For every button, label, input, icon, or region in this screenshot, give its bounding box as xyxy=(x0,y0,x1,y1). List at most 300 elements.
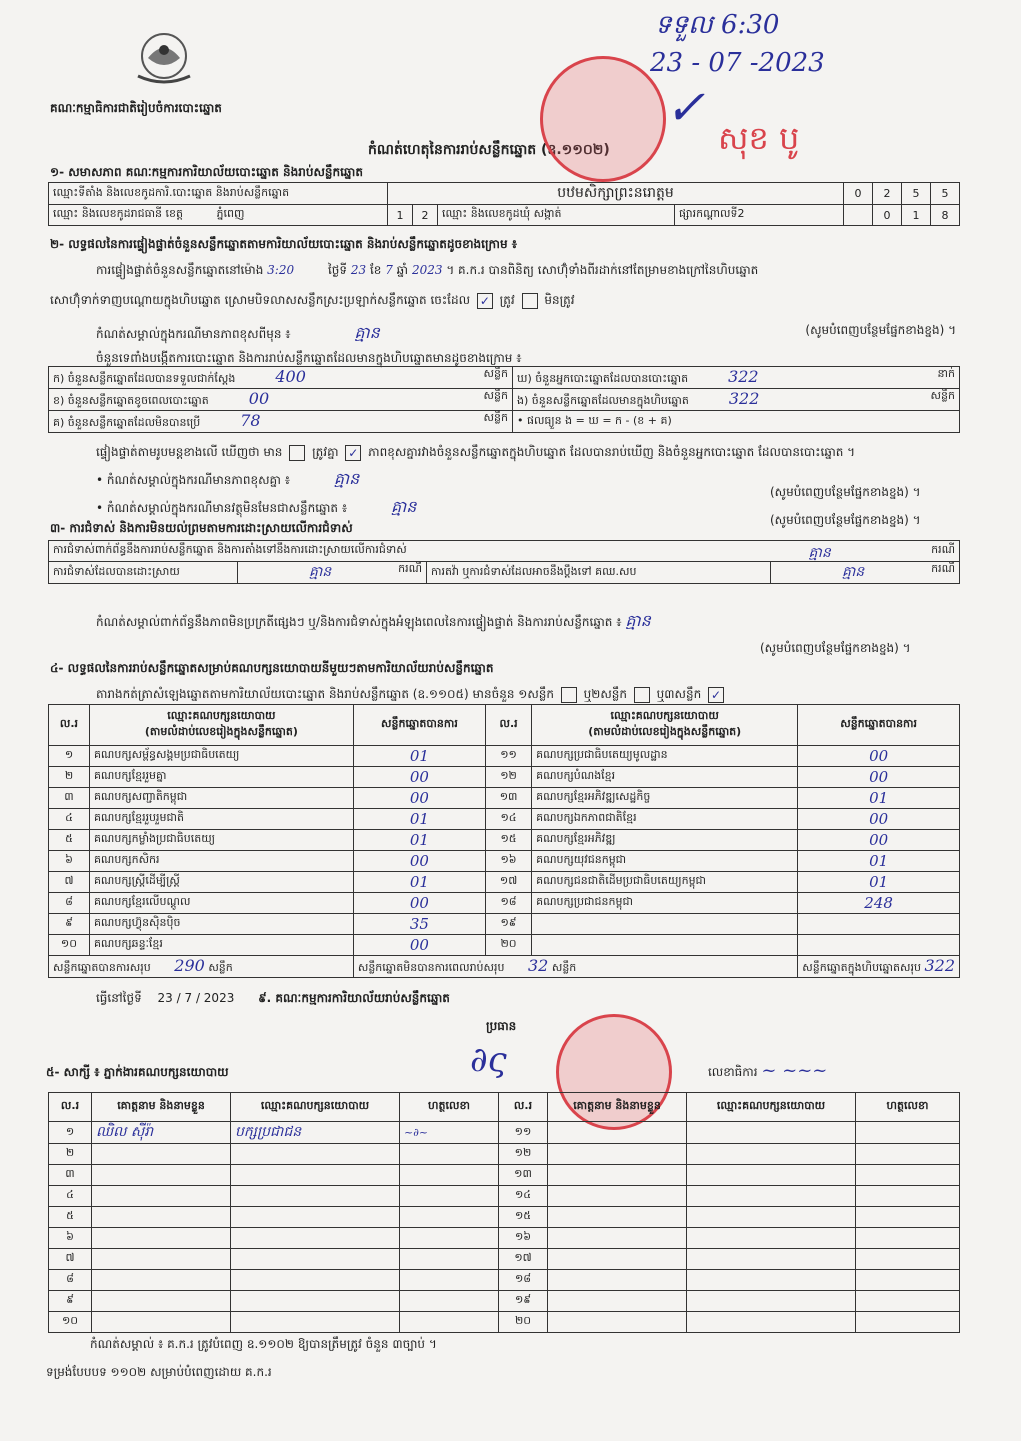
witness-party-right xyxy=(687,1165,856,1186)
row2-digit-a: 0 xyxy=(873,205,902,226)
obj-row1-text: ការជំទាស់ពាក់ព័ន្ធនឹងការរាប់សន្លឹកឆ្នោត និងការតាំងទៅនឹងការដោះស្រាយលើការជំទាស់ xyxy=(53,543,407,556)
count-e-label: ង) ចំនួនសន្លឹកឆ្នោតដែលមានក្នុងហិបឆ្នោត xyxy=(516,394,689,407)
witness-no-left: ២ xyxy=(49,1144,92,1165)
count-a-value: 400 xyxy=(275,367,306,386)
org-name: គណៈកម្មាធិការជាតិរៀបចំការបោះឆ្នោត xyxy=(50,101,222,115)
vote-party-left: គណបក្សសម្ព័ន្ធសង្គមប្រជាធិបតេយ្យ xyxy=(89,746,353,767)
witness-party-right xyxy=(687,1312,856,1333)
vote-count-left: 01 xyxy=(353,872,485,893)
witness-name-left xyxy=(92,1186,231,1207)
section5-title: ៥- សាក្សី ៖ ភ្នាក់ងារគណបក្សនយោបាយ xyxy=(46,1065,229,1079)
vote-row xyxy=(49,767,960,788)
witness-no-left: ៤ xyxy=(49,1186,92,1207)
witness-party-left xyxy=(231,1249,400,1270)
witness-sign-right xyxy=(856,1228,960,1249)
vote-party-right: គណបក្សយុវជនកម្ពុជា xyxy=(532,851,798,872)
vote-count-right xyxy=(798,935,960,956)
votes-body xyxy=(49,746,960,956)
witness-sign-left xyxy=(400,1270,499,1291)
vote-count-left: 00 xyxy=(353,851,485,872)
row1-label: ឈ្មោះទីតាំង និងលេខកូដការិ.បោះឆ្នោត និងរាប់សន្លឹកឆ្នោត xyxy=(49,183,388,205)
count-a xyxy=(49,367,513,389)
witness-party-right xyxy=(687,1207,856,1228)
section2-title: ២- លទ្ធផលនៃការផ្ទៀងផ្ទាត់ចំនួនសន្លឹកឆ្នោតតាមការិយាល័យបោះឆ្នោត និងរាប់សន្លឹកឆ្នោតដូចខាងក្រោម ៖ xyxy=(50,237,518,251)
count-c-value: 78 xyxy=(240,411,261,430)
chair-signature: ∂ς xyxy=(470,1040,507,1080)
witness-no-left: ៨ xyxy=(49,1270,92,1291)
sheet3-checkbox[interactable]: ✓ xyxy=(708,687,724,703)
w-col-party-right: ឈ្មោះគណបក្សនយោបាយ xyxy=(687,1093,856,1122)
vote-no-right: ១៦ xyxy=(485,851,531,872)
vote-count-left: 01 xyxy=(353,746,485,767)
total-valid-label: សន្លឹកឆ្នោតបានការសរុប xyxy=(53,961,151,974)
witness-no-right: ១៩ xyxy=(499,1291,548,1312)
witness-row xyxy=(49,1312,960,1333)
witness-sign-left xyxy=(400,1312,499,1333)
vote-count-right: 01 xyxy=(798,872,960,893)
witness-sign-right xyxy=(856,1122,960,1144)
opt-wrong: មិនត្រូវ xyxy=(544,293,575,307)
received-note-1: ទទួល 6:30 xyxy=(655,10,780,40)
form-title: កំណត់ហេតុនៃការរាប់សន្លឹកឆ្នោត (ឧ.១១០២) xyxy=(368,142,610,158)
red-stamp-top xyxy=(540,56,666,182)
bullet2-fill-hint: (សូមបំពេញបន្ថែមផ្នែកខាងខ្នង) ។ xyxy=(770,513,921,527)
col-party-right-sub: (តាមលំដាប់លេខរៀងក្នុងសន្លឹកឆ្នោត) xyxy=(588,725,742,738)
obj-row1 xyxy=(49,541,960,562)
witness-sign-left xyxy=(400,1249,499,1270)
witness-name-right xyxy=(548,1312,687,1333)
date-month: 7 xyxy=(184,991,193,1005)
vote-row xyxy=(49,809,960,830)
vote-no-right: ១៣ xyxy=(485,788,531,809)
count-a-unit: សន្លឹក xyxy=(483,367,508,380)
vote-party-right: គណបក្សខ្មែរអភិវឌ្ឍសេដ្ឋកិច្ច xyxy=(532,788,798,809)
vote-party-left: គណបក្សខ្មែរលើបណ្ដូល xyxy=(89,893,353,914)
vote-party-left: គណបក្សកម្លាំងប្រជាធិបតេយ្យ xyxy=(89,830,353,851)
row1-value-text: បឋមសិក្សាព្រះនរោត្តម xyxy=(557,185,674,201)
row2-commune: ផ្សារកណ្ដាលទី2 xyxy=(675,205,844,226)
count-e xyxy=(512,389,959,411)
witness-name-right xyxy=(548,1165,687,1186)
total-invalid-unit: សន្លឹក xyxy=(551,961,577,974)
vote-party-left: គណបក្សហ៊្វុនស៊ិនប៉ិច xyxy=(89,914,353,935)
witness-name-right xyxy=(548,1270,687,1291)
vote-party-right: គណបក្សប្រជាជនកម្ពុជា xyxy=(532,893,798,914)
witness-party-right xyxy=(687,1249,856,1270)
count-e-unit: សន្លឹក xyxy=(930,389,955,402)
witness-name-left xyxy=(92,1291,231,1312)
witness-party-right xyxy=(687,1270,856,1291)
witness-name-left xyxy=(92,1270,231,1291)
check-text: ផ្ទៀងផ្ទាត់តាមរូបមន្តខាងលើ ឃើញថា មាន xyxy=(96,445,283,459)
witness-name-right xyxy=(548,1291,687,1312)
witness-name-right xyxy=(548,1144,687,1165)
witness-no-left: ៥ xyxy=(49,1207,92,1228)
row2-label xyxy=(49,205,388,226)
day-label: ថ្ងៃទី xyxy=(327,263,347,277)
row1-value xyxy=(388,183,844,205)
witness-party-left xyxy=(231,1228,400,1249)
diff-checkbox[interactable]: ✓ xyxy=(345,445,361,461)
total-invalid-label: សន្លឹកឆ្នោតមិនបានការពេលរាប់សរុប xyxy=(357,961,505,974)
obj-row2-case: ករណី xyxy=(398,562,422,575)
vote-no-left: ៨ xyxy=(49,893,90,914)
witness-name-left: ឈិល ស៊ីរ៉ា xyxy=(92,1122,231,1144)
received-note-2: 23 - 07 -2023 xyxy=(650,48,825,78)
col-votes-right: សន្លឹកឆ្នោតបានការ xyxy=(798,705,960,746)
check-opt2: ភាពខុសគ្នារវាងចំនួនសន្លឹកឆ្នោតក្នុងហិបឆ្នោត ដែលបានរាប់ឃើញ និងចំនួនអ្នកបោះឆ្នោត ដែលបានបោះឆ្នោត ។ xyxy=(368,445,856,459)
vote-no-right: ១២ xyxy=(485,767,531,788)
vote-no-right: ១១ xyxy=(485,746,531,767)
witness-no-right: ១១ xyxy=(499,1122,548,1144)
witness-sign-left xyxy=(400,1186,499,1207)
vote-no-right: ២០ xyxy=(485,935,531,956)
obj-row1-value: គ្មាន xyxy=(808,545,831,561)
w-col-no-right: ល.រ xyxy=(499,1093,548,1122)
check-opt1: ត្រូវគ្នា xyxy=(312,445,339,459)
vote-row xyxy=(49,830,960,851)
witness-sign-left xyxy=(400,1228,499,1249)
row2-code-a: 1 xyxy=(388,205,413,226)
w-col-party-left: ឈ្មោះគណបក្សនយោបាយ xyxy=(231,1093,400,1122)
row1-digit-d: 5 xyxy=(931,183,960,205)
vote-row xyxy=(49,788,960,809)
date-line: ធ្វើនៅថ្ងៃទី 23 / 7 / 2023 ៩. គណៈកម្មការការិយាល័យរាប់សន្លឹកឆ្នោត xyxy=(96,991,450,1005)
verify-day: 23 xyxy=(350,263,367,277)
vote-count-left: 35 xyxy=(353,914,485,935)
bullet1-fill-hint: (សូមបំពេញបន្ថែមផ្នែកខាងខ្នង) ។ xyxy=(770,485,921,499)
vote-row xyxy=(49,935,960,956)
col-party-right-title: ឈ្មោះគណបក្សនយោបាយ xyxy=(610,709,719,722)
vote-row xyxy=(49,746,960,767)
verify-text-2: ។ គ.ក.រ បានពិនិត្យ សោហ៊ុំទាំងពីរដាក់នៅតែម្រាមខាងក្រៅនៃហិបឆ្នោត xyxy=(446,263,759,277)
witness-party-left xyxy=(231,1165,400,1186)
witness-no-right: ១៨ xyxy=(499,1270,548,1291)
vote-party-right: គណបក្សជនជាតិដើមប្រជាធិបតេយ្យកម្ពុជា xyxy=(532,872,798,893)
obj-row2-label: ការជំទាស់ដែលបានដោះស្រាយ xyxy=(49,562,238,584)
witness-party-right xyxy=(687,1228,856,1249)
opt-correct: ត្រូវ xyxy=(499,293,515,307)
formula: • ផលធ្យួន ង = ឃ = ក - (ខ + គ) xyxy=(512,411,959,433)
vote-party-right xyxy=(532,914,798,935)
check-mark-sign: ✓ xyxy=(665,80,706,136)
vote-party-left: គណបក្សស្ត្រីដើម្បីស្ត្រី xyxy=(89,872,353,893)
vote-count-left: 01 xyxy=(353,830,485,851)
witness-no-right: ១២ xyxy=(499,1144,548,1165)
row2-label-text: ឈ្មោះ និងលេខកូដរាជធានី ខេត្ត xyxy=(53,207,183,220)
date-year: 2023 xyxy=(203,991,235,1005)
witness-no-left: ៣ xyxy=(49,1165,92,1186)
total-valid-unit: សន្លឹក xyxy=(208,961,233,974)
col-no-left: ល.រ xyxy=(49,705,90,746)
count-b-value: 00 xyxy=(248,389,270,408)
obj-row2-value: គ្មាន xyxy=(308,564,332,580)
secretary-label: លេខាធិការ xyxy=(708,1065,758,1079)
obj-fill-hint: (សូមបំពេញបន្ថែមផ្នែកខាងខ្នង) ។ xyxy=(760,641,911,655)
vote-party-right: គណបក្សឯកភាពជាតិខ្មែរ xyxy=(532,809,798,830)
witness-party-right xyxy=(687,1291,856,1312)
witness-row xyxy=(49,1144,960,1165)
vote-count-right: 00 xyxy=(798,767,960,788)
witness-no-left: ១ xyxy=(49,1122,92,1144)
witness-row xyxy=(49,1249,960,1270)
obj-row2-b-case: ករណី xyxy=(931,562,955,575)
vote-no-left: ៩ xyxy=(49,914,90,935)
row1-digit-c: 5 xyxy=(902,183,931,205)
counts-table xyxy=(48,366,960,433)
footer-note: កំណត់សម្គាល់ ៖ គ.ក.រ ត្រូវបំពេញ ឧ.១១០២ ឱ្យបានត្រឹមត្រូវ ចំនួន ៣ច្បាប់ ។ xyxy=(90,1337,437,1351)
total-box-label: សន្លឹកឆ្នោតក្នុងហិបឆ្នោតសរុប xyxy=(802,961,921,974)
witness-no-left: ១០ xyxy=(49,1312,92,1333)
sheet2-label: ឬ២សន្លឹក xyxy=(583,687,628,701)
verify-year: 2023 xyxy=(411,263,443,277)
note-value: គ្មាន xyxy=(354,323,380,342)
bullet2-value: គ្មាន xyxy=(390,497,417,516)
vote-count-right: 00 xyxy=(798,746,960,767)
match-checkbox[interactable] xyxy=(289,445,305,461)
witness-sign-right xyxy=(856,1270,960,1291)
vote-count-left: 00 xyxy=(353,893,485,914)
witness-row xyxy=(49,1270,960,1291)
col-no-right: ល.រ xyxy=(485,705,531,746)
verify-month: 7 xyxy=(385,263,393,277)
bullet1: • កំណត់សម្គាល់ក្នុងករណីមានភាពខុសគ្នា ៖ xyxy=(96,473,291,487)
witness-party-left: បក្សប្រជាជន xyxy=(231,1122,400,1144)
obj-row2-b-value-cell xyxy=(771,562,960,584)
vote-row xyxy=(49,872,960,893)
witness-name-left xyxy=(92,1312,231,1333)
count-d-unit: នាក់ xyxy=(937,367,955,380)
vote-count-right xyxy=(798,914,960,935)
vote-no-right: ១៩ xyxy=(485,914,531,935)
vote-count-right: 01 xyxy=(798,788,960,809)
section4-sub-line xyxy=(96,686,727,704)
witness-no-right: ១៥ xyxy=(499,1207,548,1228)
row2-commune-label: ឈ្មោះ និងលេខកូដឃុំ សង្កាត់ xyxy=(438,205,675,226)
row2-digit-b: 1 xyxy=(902,205,931,226)
section4-title: ៤- លទ្ធផលនៃការរាប់សន្លឹកឆ្នោតសម្រាប់គណបក្សនយោបាយនីមួយៗតាមការិយាល័យរាប់សន្លឹកឆ្នោត xyxy=(50,661,494,675)
witness-name-left xyxy=(92,1228,231,1249)
sheet1-checkbox[interactable] xyxy=(561,687,577,703)
total-invalid-cell xyxy=(353,956,797,978)
row1-digit-b: 2 xyxy=(873,183,902,205)
witness-name-right xyxy=(548,1186,687,1207)
vote-party-left: គណបក្សសញ្ជាតិកម្ពុជា xyxy=(89,788,353,809)
witness-sign-left xyxy=(400,1165,499,1186)
correct-checkbox[interactable]: ✓ xyxy=(477,293,493,309)
witness-row xyxy=(49,1186,960,1207)
objections-table xyxy=(48,540,960,584)
witness-name-left xyxy=(92,1249,231,1270)
section1-table xyxy=(48,182,960,226)
witness-name-left xyxy=(92,1165,231,1186)
witness-sign-left xyxy=(400,1291,499,1312)
witness-party-left xyxy=(231,1186,400,1207)
committee-label: ៩. គណៈកម្មការការិយាល័យរាប់សន្លឹកឆ្នោត xyxy=(258,991,450,1005)
count-c-unit: សន្លឹក xyxy=(483,411,508,424)
check-line xyxy=(96,444,855,462)
vote-no-left: ៥ xyxy=(49,830,90,851)
vote-count-left: 01 xyxy=(353,809,485,830)
sheet3-label: ឬ៣សន្លឹក xyxy=(656,687,702,701)
count-d-label: ឃ) ចំនួនអ្នកបោះឆ្នោតដែលបានបោះឆ្នោត xyxy=(516,372,689,385)
witness-party-right xyxy=(687,1186,856,1207)
witness-sign-right xyxy=(856,1207,960,1228)
witness-row xyxy=(49,1122,960,1144)
vote-no-left: ៤ xyxy=(49,809,90,830)
w-col-sign-left: ហត្ថលេខា xyxy=(400,1093,499,1122)
section3-title: ៣- ការជំទាស់ និងការមិនយល់ព្រមតាមការដោះស្រាយលើការជំទាស់ xyxy=(50,521,353,535)
total-valid-value: 290 xyxy=(174,956,205,975)
count-b-label: ខ) ចំនួនសន្លឹកឆ្នោតខូចពេលបោះឆ្នោត xyxy=(53,394,209,407)
section4-sub: តារាងកត់ត្រាសំឡេងឆ្នោតតាមការិយាល័យបោះឆ្នោត និងរាប់សន្លឹកឆ្នោត (ឧ.១១០៥) មានចំនួន ១សន្លឹក xyxy=(96,687,554,701)
witness-sign-left xyxy=(400,1144,499,1165)
wrong-checkbox[interactable] xyxy=(522,293,538,309)
witness-sign-right xyxy=(856,1186,960,1207)
col-party-left xyxy=(89,705,353,746)
row2-code-b: 2 xyxy=(413,205,438,226)
witness-party-left xyxy=(231,1207,400,1228)
row1-digit-a: 0 xyxy=(844,183,873,205)
vote-row xyxy=(49,914,960,935)
row2-province: ភ្នំពេញ xyxy=(216,207,245,220)
vote-no-left: ៧ xyxy=(49,872,90,893)
total-invalid-value: 32 xyxy=(527,956,549,975)
total-box-value: 322 xyxy=(924,956,955,975)
total-valid-cell xyxy=(49,956,354,978)
month-label: ខែ xyxy=(369,263,382,277)
w-col-no-left: ល.រ xyxy=(49,1093,92,1122)
verify-text-3: សោហ៊ុំទាក់ទាញបណ្ដោយក្នុងហិបឆ្នោត ស្រោមបិទលាសសន្លឹកស្រះប្រឡាក់សន្លឹកឆ្នោត ចេះដែល xyxy=(50,293,471,307)
obj-note-line xyxy=(96,610,651,634)
vote-party-left: គណបក្សឆន្ទៈខ្មែរ xyxy=(89,935,353,956)
witness-sign-right xyxy=(856,1144,960,1165)
col-party-right xyxy=(532,705,798,746)
witness-name-right xyxy=(548,1228,687,1249)
bullet2: • កំណត់សម្គាល់ក្នុងករណីមានវត្ថុមិនមែនជាសន្លឹកឆ្នោត ៖ xyxy=(96,501,348,515)
vote-count-right: 00 xyxy=(798,830,960,851)
vote-no-left: ១០ xyxy=(49,935,90,956)
vote-count-left: 00 xyxy=(353,935,485,956)
verify-time: 3:20 xyxy=(267,263,295,277)
note-line xyxy=(96,322,956,346)
witness-party-right xyxy=(687,1122,856,1144)
witness-row xyxy=(49,1291,960,1312)
vote-count-left: 00 xyxy=(353,788,485,809)
witness-name-right xyxy=(548,1207,687,1228)
witness-party-left xyxy=(231,1312,400,1333)
total-box-cell xyxy=(798,956,960,978)
intro-list: ចំនួនទេពាំងបង្កើតការបោះឆ្នោត និងការរាប់សន្លឹកឆ្នោតដែលមានក្នុងហិបឆ្នោតមានដូចខាងក្រោម ៖ xyxy=(96,351,522,365)
vote-party-right: គណបក្សខ្មែរអភិវឌ្ឍ xyxy=(532,830,798,851)
note-fill-hint: (សូមបំពេញបន្ថែមផ្នែកខាងខ្នង) ។ xyxy=(805,323,956,337)
obj-row1-case: ករណី xyxy=(931,543,955,556)
secretary-signature: ~ ~~~ xyxy=(761,1060,828,1081)
obj-row2-b: ការតវ៉ា ឬការជំទាស់ដែលអាចនឹងប្តឹងទៅ គឈ.សប xyxy=(427,562,771,584)
vote-party-right xyxy=(532,935,798,956)
vote-count-right: 00 xyxy=(798,809,960,830)
vote-no-left: ១ xyxy=(49,746,90,767)
w-col-name-right: គោត្តនាម និងនាមខ្លួន xyxy=(548,1093,687,1122)
chair-label: ប្រធាន xyxy=(486,1019,517,1033)
vote-row xyxy=(49,893,960,914)
vote-party-left: គណបក្សខ្មែររួបរួមជាតិ xyxy=(89,809,353,830)
count-e-value: 322 xyxy=(728,389,760,408)
witness-no-right: ១៧ xyxy=(499,1249,548,1270)
sheet2-checkbox[interactable] xyxy=(634,687,650,703)
vote-count-right: 01 xyxy=(798,851,960,872)
vote-no-right: ១៤ xyxy=(485,809,531,830)
witness-sign-left: ~∂~ xyxy=(400,1122,499,1144)
col-party-left-sub: (តាមលំដាប់លេខរៀងក្នុងសន្លឹកឆ្នោត) xyxy=(144,725,298,738)
witness-sign-right xyxy=(856,1291,960,1312)
witness-sign-left xyxy=(400,1207,499,1228)
count-d-value: 322 xyxy=(728,367,759,386)
witness-sign-right xyxy=(856,1312,960,1333)
w-col-sign-right: ហត្ថលេខា xyxy=(856,1093,960,1122)
witness-party-left xyxy=(231,1270,400,1291)
witness-table xyxy=(48,1092,960,1333)
date-label: ធ្វើនៅថ្ងៃទី xyxy=(96,991,142,1005)
witness-no-right: ១៦ xyxy=(499,1228,548,1249)
w-col-name-left: គោត្តនាម និងនាមខ្លួន xyxy=(92,1093,231,1122)
red-note: សុខ បូ xyxy=(718,119,800,157)
footer-bottom: ទម្រង់បែបបទ ១១០២ សម្រាប់បំពេញដោយ គ.ក.រ xyxy=(46,1365,272,1379)
witness-no-left: ៩ xyxy=(49,1291,92,1312)
emblem-logo xyxy=(128,28,200,90)
vote-no-left: ២ xyxy=(49,767,90,788)
count-b-unit: សន្លឹក xyxy=(483,389,508,402)
vote-no-left: ៣ xyxy=(49,788,90,809)
witness-no-right: ១៤ xyxy=(499,1186,548,1207)
witness-row xyxy=(49,1228,960,1249)
count-b xyxy=(49,389,513,411)
date-day: 23 xyxy=(157,991,173,1005)
count-c xyxy=(49,411,513,433)
section1-title: ១- សមាសភាព គណៈកម្មការការិយាល័យបោះឆ្នោត និងរាប់សន្លឹកឆ្នោត xyxy=(50,165,363,179)
witness-no-right: ២០ xyxy=(499,1312,548,1333)
witness-no-right: ១៣ xyxy=(499,1165,548,1186)
bullet1-value: គ្មាន xyxy=(333,469,360,488)
obj-row2-b-value: គ្មាន xyxy=(841,564,865,580)
year-label: ឆ្នាំ xyxy=(396,263,409,277)
vote-no-left: ៦ xyxy=(49,851,90,872)
obj-note-value: គ្មាន xyxy=(625,611,651,630)
vote-no-right: ១៥ xyxy=(485,830,531,851)
row2-digit-empty xyxy=(844,205,873,226)
witness-name-right xyxy=(548,1249,687,1270)
count-c-label: គ) ចំនួនសន្លឹកឆ្នោតដែលមិនបានប្រើ xyxy=(53,416,201,429)
obj-row2-value-cell xyxy=(238,562,427,584)
witness-party-right xyxy=(687,1144,856,1165)
witness-no-left: ៦ xyxy=(49,1228,92,1249)
vote-count-left: 00 xyxy=(353,767,485,788)
witness-name-right xyxy=(548,1122,687,1144)
vote-no-right: ១៨ xyxy=(485,893,531,914)
verify-line-2 xyxy=(50,292,575,310)
vote-party-right: គណបក្សបំណងខ្មែរ xyxy=(532,767,798,788)
vote-party-left: គណបក្សកសិករ xyxy=(89,851,353,872)
witness-body xyxy=(49,1122,960,1333)
witness-name-left xyxy=(92,1207,231,1228)
witness-row xyxy=(49,1207,960,1228)
obj-note: កំណត់សម្គាល់ពាក់ព័ន្ធនឹងភាពមិនប្រក្រតីផ្សេងៗ ឬ/និងការជំទាស់ក្នុងអំឡុងពេលនៃការផ្ទៀងផ្ទាត់ និងការរាប់សន្លឹកឆ្នោត ៖ xyxy=(96,615,622,629)
witness-name-left xyxy=(92,1144,231,1165)
vote-no-right: ១៧ xyxy=(485,872,531,893)
row2-digit-c: 8 xyxy=(931,205,960,226)
col-party-left-title: ឈ្មោះគណបក្សនយោបាយ xyxy=(167,709,276,722)
witness-no-left: ៧ xyxy=(49,1249,92,1270)
